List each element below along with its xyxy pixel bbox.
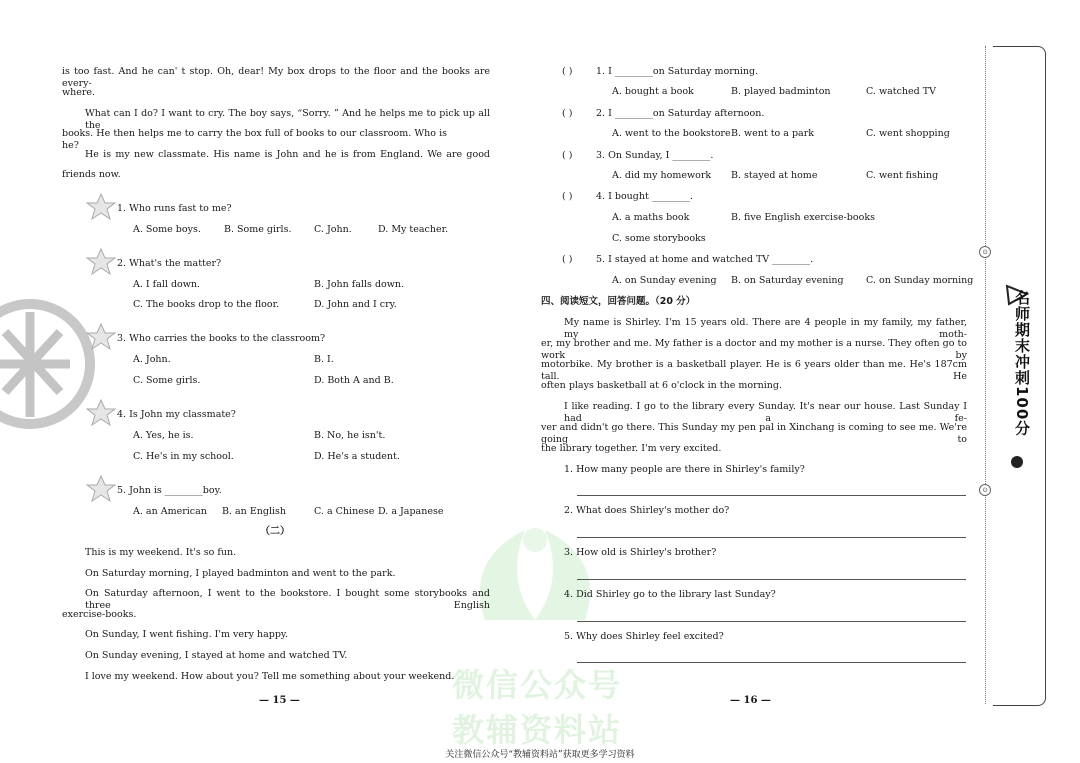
right-q4-opt-c: C. some storybooks: [612, 233, 706, 244]
right-q5-opt-a: A. on Sunday evening: [612, 275, 717, 286]
left-q3-opt-d: D. Both A and B.: [314, 375, 394, 386]
answer-paren: ( ): [562, 108, 573, 119]
left-q5: 5. John is ________boy.: [117, 485, 222, 496]
open-question-1: 1. How many people are there in Shirley's family?: [564, 464, 805, 475]
story-line-1: is too fast. And he can' t stop. Oh, dear! My box drops to the floor and the books are every-: [62, 66, 490, 89]
left-q5-opt-b: B. an English: [222, 506, 287, 517]
left-q1-opt-b: B. Some girls.: [224, 224, 292, 235]
binding-hole-icon: ⊙: [979, 246, 991, 258]
star-badge-icon: [86, 247, 116, 277]
passage-line-4: often plays basketball at 6 o'clock in the morning.: [541, 380, 782, 391]
left-q3-opt-a: A. John.: [133, 354, 171, 365]
right-q1-opt-c: C. watched TV: [866, 86, 936, 97]
answer-line[interactable]: [577, 495, 966, 496]
answer-paren: ( ): [562, 191, 573, 202]
left-q2-opt-a: A. I fall down.: [133, 279, 201, 290]
left-q4-opt-a: A. Yes, he is.: [133, 430, 194, 441]
brand-title: 名师期末冲刺100分: [1013, 290, 1031, 437]
answer-paren: ( ): [562, 254, 573, 265]
left-q4-opt-b: B. No, he isn't.: [314, 430, 386, 441]
star-badge-icon: [86, 322, 116, 352]
right-q5-opt-c: C. on Sunday morning: [866, 275, 974, 286]
stamp-mark: [0, 292, 95, 437]
right-q5-opt-b: B. on Saturday evening: [731, 275, 844, 286]
left-q1: 1. Who runs fast to me?: [117, 203, 232, 214]
section-four-title: 四、阅读短文，回答问题。（20 分）: [541, 296, 696, 307]
answer-line[interactable]: [577, 662, 966, 663]
passage-line-2: er, my brother and me. My father is a doctor and my mother is a nurse. They often go to work by: [541, 338, 967, 361]
right-q2-opt-b: B. went to a park: [731, 128, 815, 139]
watermark-text-1: 微信公众号: [452, 666, 623, 704]
passage-line-6: ver and didn't go there. This Sunday my pen pal in Xinchang is coming to see me. We're going to: [541, 422, 967, 445]
left-q3-opt-b: B. I.: [314, 354, 334, 365]
left-q1-opt-d: D. My teacher.: [378, 224, 449, 235]
answer-line[interactable]: [577, 621, 966, 622]
right-q2: 2. I ________on Saturday afternoon.: [596, 108, 765, 119]
passage-line-7: the library together. I'm very excited.: [541, 443, 722, 454]
passage-two-line-7: I love my weekend. How about you? Tell me something about your weekend.: [85, 671, 455, 682]
right-q4-opt-a: A. a maths book: [612, 212, 690, 223]
passage-two-line-3: On Saturday afternoon, I went to the bookstore. I bought some storybooks and three English: [85, 588, 490, 611]
open-question-2: 2. What does Shirley's mother do?: [564, 505, 730, 516]
left-q2: 2. What's the matter?: [117, 258, 222, 269]
star-badge-icon: [86, 192, 116, 222]
footer-note: 关注微信公众号“教辅资料站”获取更多学习资料: [445, 750, 635, 760]
passage-two-line-2: On Saturday morning, I played badminton and went to the park.: [85, 568, 396, 579]
left-q2-opt-c: C. The books drop to the floor.: [133, 299, 280, 310]
story-line-6: friends now.: [62, 169, 121, 180]
right-q2-opt-a: A. went to the bookstore: [612, 128, 731, 139]
left-q1-opt-c: C. John.: [314, 224, 352, 235]
star-badge-icon: [86, 474, 116, 504]
right-q1: 1. I ________on Saturday morning.: [596, 66, 759, 77]
right-q4: 4. I bought ________.: [596, 191, 693, 202]
passage-line-5: I like reading. I go to the library every Sunday. It's near our house. Last Sunday I had a fe-: [564, 401, 967, 424]
story-line-2: where.: [62, 87, 96, 98]
left-q2-opt-b: B. John falls down.: [314, 279, 405, 290]
left-q4-opt-c: C. He's in my school.: [133, 451, 234, 462]
passage-line-1: My name is Shirley. I'm 15 years old. There are 4 people in my family, my father, my moth-: [564, 317, 967, 340]
answer-line[interactable]: [577, 579, 966, 580]
open-question-5: 5. Why does Shirley feel excited?: [564, 631, 724, 642]
right-q3-opt-b: B. stayed at home: [731, 170, 818, 181]
answer-paren: ( ): [562, 150, 573, 161]
right-q5: 5. I stayed at home and watched TV ________.: [596, 254, 814, 265]
answer-line[interactable]: [577, 537, 966, 538]
passage-two-line-4: exercise-books.: [62, 609, 137, 620]
open-question-4: 4. Did Shirley go to the library last Sunday?: [564, 589, 776, 600]
star-badge-icon: [86, 398, 116, 428]
story-line-3: What can I do? I want to cry. The boy says, “Sorry. ” And he helps me to pick up all the: [85, 108, 490, 131]
left-q2-opt-d: D. John and I cry.: [314, 299, 397, 310]
right-q3-opt-a: A. did my homework: [612, 170, 712, 181]
left-q5-opt-d: D. a Japanese: [378, 506, 444, 517]
open-question-3: 3. How old is Shirley's brother?: [564, 547, 717, 558]
section-two-title: （二）: [260, 526, 290, 537]
binding-hole-icon: ⊙: [979, 484, 991, 496]
passage-line-3: motorbike. My brother is a basketball player. He is 6 years older than me. He's 187cm tall. He: [541, 359, 967, 382]
page-number-left: — 15 —: [259, 695, 300, 706]
passage-two-line-5: On Sunday, I went fishing. I'm very happy.: [85, 629, 289, 640]
story-line-5: He is my new classmate. His name is John and he is from England. We are good: [85, 149, 490, 160]
binding-line: [985, 46, 986, 704]
right-q4-opt-b: B. five English exercise-books: [731, 212, 875, 223]
answer-paren: ( ): [562, 66, 573, 77]
right-q2-opt-c: C. went shopping: [866, 128, 950, 139]
right-q1-opt-b: B. played badminton: [731, 86, 831, 97]
story-line-4: books. He then helps me to carry the box full of books to our classroom. Who is he?: [62, 128, 447, 151]
left-q5-opt-c: C. a Chinese: [314, 506, 375, 517]
left-q5-opt-a: A. an American: [133, 506, 207, 517]
left-q4: 4. Is John my classmate?: [117, 409, 236, 420]
left-q3: 3. Who carries the books to the classroom?: [117, 333, 326, 344]
page-number-right: — 16 —: [730, 695, 771, 706]
right-q3: 3. On Sunday, I ________.: [596, 150, 714, 161]
passage-two-line-6: On Sunday evening, I stayed at home and watched TV.: [85, 650, 348, 661]
left-q3-opt-c: C. Some girls.: [133, 375, 201, 386]
passage-two-line-1: This is my weekend. It's so fun.: [85, 547, 237, 558]
right-q3-opt-c: C. went fishing: [866, 170, 939, 181]
left-q4-opt-d: D. He's a student.: [314, 451, 400, 462]
left-q1-opt-a: A. Some boys.: [133, 224, 201, 235]
watermark-text-2: 教辅资料站: [452, 711, 623, 749]
right-q1-opt-a: A. bought a book: [612, 86, 694, 97]
